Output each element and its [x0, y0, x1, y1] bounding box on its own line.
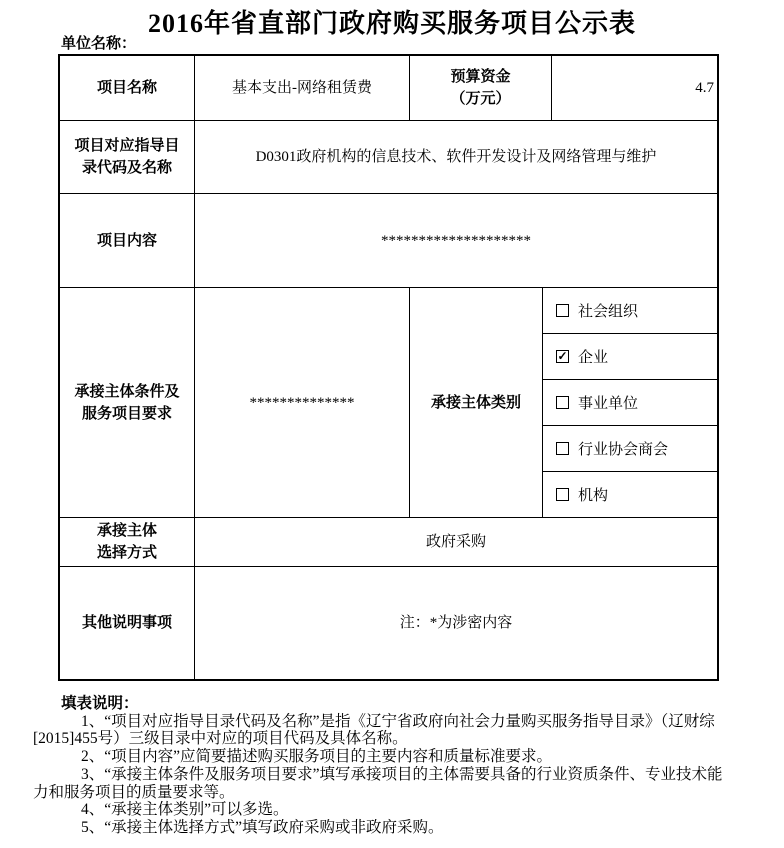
- budget-value: 4.7: [551, 56, 717, 120]
- checkbox-public-institution[interactable]: [556, 396, 569, 409]
- category-option-label: 机构: [578, 488, 609, 504]
- row-project-name: [60, 56, 717, 120]
- catalog-code-label-line1: 项目对应指导目: [74, 137, 180, 154]
- selection-method-value: 政府采购: [194, 518, 717, 566]
- undertaker-category-label: 承接主体类别: [409, 288, 542, 517]
- page-title: 2016年省直部门政府购买服务项目公示表: [147, 9, 636, 38]
- form-notes-line: 2、“项目内容”应简要描述购买服务项目的主要内容和质量标准要求。: [81, 748, 553, 766]
- row-other-notes: [60, 566, 717, 679]
- form-notes-line: 3、“承接主体条件及服务项目要求”填写承接项目的主体需要具备的行业资质条件、专业技术能: [81, 765, 723, 783]
- checkbox-social-org[interactable]: [556, 304, 569, 317]
- category-option-label: 事业单位: [578, 396, 639, 412]
- selection-method-label: [60, 518, 194, 566]
- catalog-code-label-line2: 录代码及名称: [81, 159, 172, 176]
- other-notes-value: 注：*为涉密内容: [194, 567, 717, 679]
- other-notes-label: 其他说明事项: [81, 614, 172, 631]
- catalog-code-value: D0301政府机构的信息技术、软件开发设计及网络管理与维护: [194, 121, 717, 193]
- form-notes-line: 1、“项目对应指导目录代码及名称”是指《辽宁省政府向社会力量购买服务指导目录》（辽财综: [81, 712, 715, 730]
- category-option-enterprise: [543, 333, 717, 379]
- unit-name-label: 单位名称：: [61, 35, 137, 52]
- undertaker-requirements-label-line1: 承接主体条件及: [74, 382, 180, 400]
- project-content-label: 项目内容: [96, 231, 157, 249]
- project-name-value: 基本支出-网络租赁费: [194, 56, 409, 120]
- catalog-code-label: [60, 121, 194, 193]
- row-selection-method: [60, 517, 717, 566]
- project-name-label: 项目名称: [96, 79, 157, 96]
- checkbox-industry-association[interactable]: [556, 442, 569, 455]
- form-notes-line: 4、“承接主体类别”可以多选。: [81, 801, 289, 819]
- project-content-value: ********************: [194, 194, 717, 287]
- selection-method-label-line2: 选择方式: [96, 544, 157, 561]
- category-option-label: 行业协会商会: [578, 442, 669, 458]
- checkbox-enterprise[interactable]: [556, 350, 569, 363]
- selection-method-label-line1: 承接主体: [96, 522, 157, 539]
- checkbox-agency[interactable]: [556, 488, 569, 501]
- form-notes-line: 力和服务项目的质量要求等。: [33, 783, 235, 801]
- row-undertaker: [60, 287, 717, 517]
- category-option-agency: [543, 471, 717, 517]
- category-option-public-institution: [543, 379, 717, 425]
- undertaker-requirements-label-line2: 服务项目要求: [81, 404, 172, 422]
- row-catalog-code: [60, 120, 717, 193]
- form-notes-heading: 填表说明：: [61, 695, 139, 712]
- form-notes-line: [2015]455号）三级目录中对应的项目代码及具体名称。: [33, 730, 408, 748]
- undertaker-requirements-label: [60, 288, 194, 517]
- row-project-content: [60, 193, 717, 287]
- form-notes: [33, 695, 755, 837]
- category-option-label: 企业: [578, 350, 609, 366]
- category-option-social-org: [543, 288, 717, 333]
- form-notes-line: 5、“承接主体选择方式”填写政府采购或非政府采购。: [81, 818, 444, 836]
- undertaker-category-options: [542, 288, 717, 517]
- budget-label: [409, 56, 551, 120]
- category-option-industry-association: [543, 425, 717, 471]
- project-table: [58, 54, 719, 681]
- budget-label-line1: 预算资金: [450, 68, 511, 85]
- budget-label-line2: （万元）: [450, 90, 511, 107]
- undertaker-requirements-value: **************: [194, 288, 409, 517]
- category-option-label: 社会组织: [578, 304, 639, 320]
